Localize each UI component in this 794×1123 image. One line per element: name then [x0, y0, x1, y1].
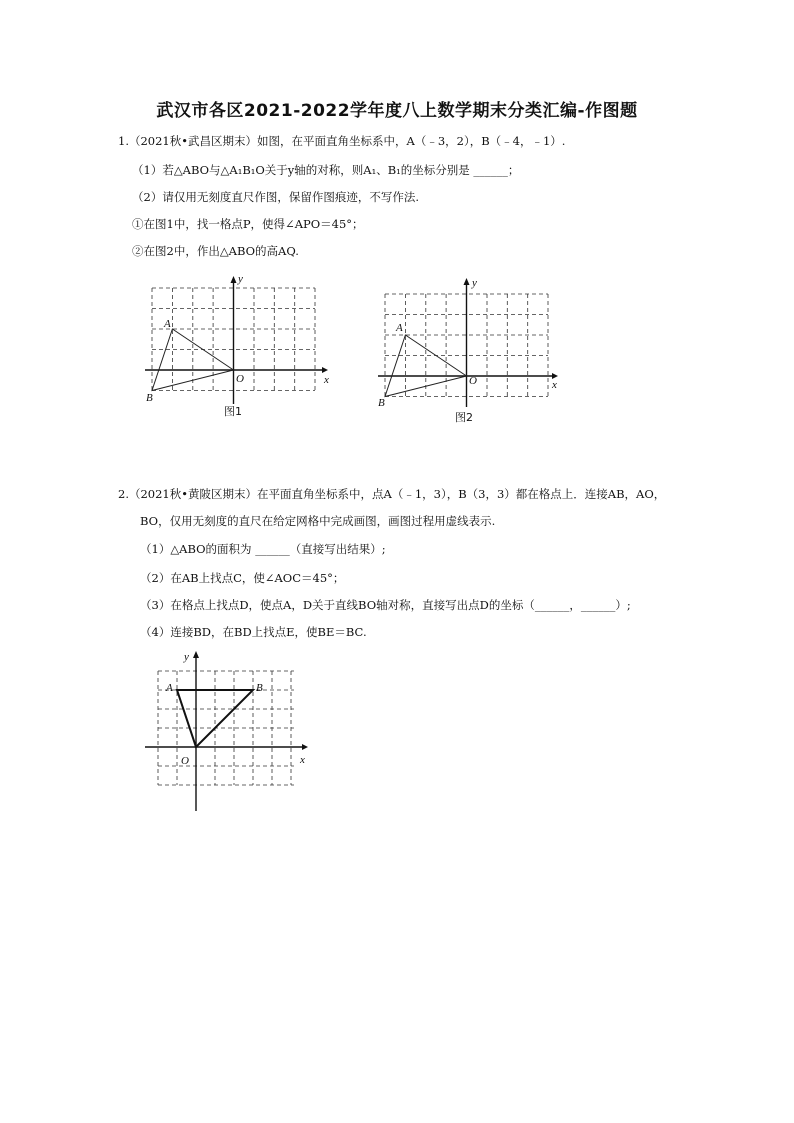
q1-part2: （2）请仅用无刻度直尺作图，保留作图痕迹，不写作法. [132, 190, 419, 204]
figure-2 [375, 275, 575, 435]
point-b-label: B [146, 392, 153, 404]
figure-q2 [140, 645, 320, 815]
figure-1-caption: 图1 [224, 405, 242, 418]
origin-label: O [181, 755, 189, 767]
triangle-abo [177, 690, 253, 747]
point-b-label: B [378, 397, 385, 409]
q1-part4: ②在图2中，作出△ABO的高AQ. [132, 244, 299, 258]
y-axis-label: y [238, 273, 243, 285]
x-axis-label: x [300, 754, 305, 766]
point-a-label: A [396, 322, 403, 334]
q1-part1: （1）若△ABO与△A₁B₁O关于y轴的对称，则A₁、B₁的坐标分别是 ______； [132, 163, 520, 177]
point-a-label: A [164, 318, 171, 330]
origin-label: O [236, 373, 244, 385]
q2-stem-line2: BO，仅用无刻度的直尺在给定网格中完成画图，画图过程用虚线表示. [140, 514, 496, 528]
y-axis-arrow [464, 278, 470, 285]
point-a-label: A [166, 682, 173, 694]
y-axis-label: y [472, 277, 477, 289]
point-b-label: B [256, 682, 263, 694]
x-axis-label: x [324, 374, 329, 386]
q2-part1: （1）△ABO的面积为 ______（直接写出结果）; [140, 542, 386, 556]
origin-label: O [469, 375, 477, 387]
q2-part4: （4）连接BD，在BD上找点E，使BE＝BC. [140, 625, 367, 639]
x-axis-arrow [322, 367, 328, 373]
x-axis-label: x [552, 379, 557, 391]
figure-q2-grid [158, 671, 294, 785]
q1-part3: ①在图1中，找一格点P，使得∠APO＝45°； [132, 217, 364, 231]
q2-part3: （3）在格点上找点D，使点A，D关于直线BO轴对称，直接写出点D的坐标（______，______）; [140, 598, 631, 612]
y-axis-arrow [193, 651, 199, 658]
y-axis-label: y [184, 651, 189, 663]
y-axis-arrow [231, 276, 237, 283]
q2-stem-line1: 2.（2021秋•黄陂区期末）在平面直角坐标系中，点A（﹣1，3），B（3，3）都在格点上．连接AB，AO， [118, 487, 666, 501]
q2-part2: （2）在AB上找点C，使∠AOC＝45°； [140, 571, 345, 585]
page-title: 武汉市各区2021-2022学年度八上数学期末分类汇编-作图题 [156, 101, 638, 121]
figure-1 [140, 270, 340, 430]
x-axis-arrow [302, 744, 308, 750]
q1-stem: 1.（2021秋•武昌区期末）如图，在平面直角坐标系中，A（﹣3，2），B（﹣4，﹣1）. [118, 134, 566, 148]
figure-2-caption: 图2 [455, 411, 473, 424]
